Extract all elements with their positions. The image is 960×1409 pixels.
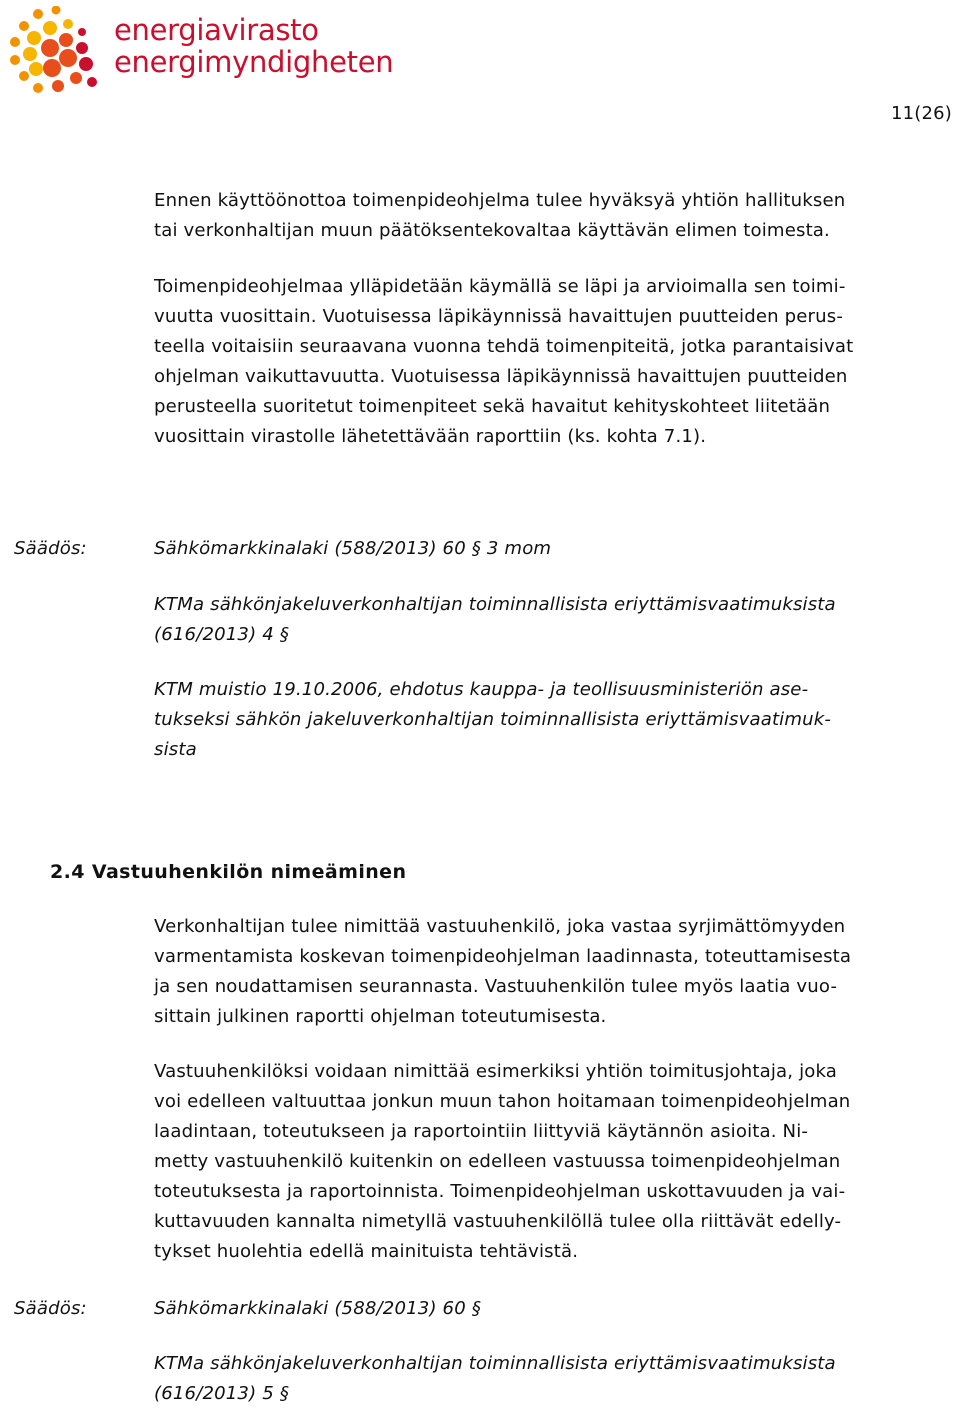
text-line: kuttavuuden kannalta nimetyllä vastuuhenkilöllä tulee olla riittävät edelly- xyxy=(154,1211,842,1232)
text-line: ohjelman vaikuttavuutta. Vuotuisessa läpikäynnissä havaittujen puutteiden xyxy=(154,366,848,387)
text-line: toteutuksesta ja raportoinnista. Toimenpideohjelman uskottavuuden ja vai- xyxy=(154,1181,846,1202)
text-line: vuosittain virastolle lähetettävään raporttiin (ks. kohta 7.1). xyxy=(154,426,707,447)
regulation-reference xyxy=(154,590,960,650)
text-line: Ennen käyttöönottoa toimenpideohjelma tulee hyväksyä yhtiön hallituksen xyxy=(154,190,846,211)
paragraph-responsible-person-example xyxy=(154,1057,958,1267)
paragraph-responsible-person xyxy=(154,912,958,1032)
text-line: Toimenpideohjelmaa ylläpidetään käymällä se läpi ja arvioimalla sen toimi- xyxy=(154,276,846,297)
section-heading: 2.4 Vastuuhenkilön nimeäminen xyxy=(50,861,407,883)
page-number: 11(26) xyxy=(890,103,952,124)
text-line: teella voitaisiin seuraavana vuonna tehdä toimenpiteitä, jotka parantaisivat xyxy=(154,336,854,357)
text-line: tukseksi sähkön jakeluverkonhaltijan toiminnallisista eriyttämisvaatimuk- xyxy=(154,709,832,730)
regulation-reference xyxy=(154,534,960,564)
text-line: tykset huolehtia edellä mainituista tehtävistä. xyxy=(154,1241,579,1262)
text-line: Vastuuhenkilöksi voidaan nimittää esimerkiksi yhtiön toimitusjohtaja, joka xyxy=(154,1061,838,1082)
text-line: KTM muistio 19.10.2006, ehdotus kauppa- ja teollisuusministeriön ase- xyxy=(154,679,809,700)
logo-line-2: energimyndigheten xyxy=(114,45,394,79)
text-line: Sähkömarkkinalaki (588/2013) 60 § 3 mom xyxy=(154,538,552,559)
text-line: sittain julkinen raportti ohjelman toteutumisesta. xyxy=(154,1006,607,1027)
energy-sun-logo-icon xyxy=(6,6,102,98)
text-line: (616/2013) 4 § xyxy=(154,624,289,645)
logo-line-1: energiavirasto xyxy=(114,13,319,47)
text-line: ja sen noudattamisen seurannasta. Vastuuhenkilön tulee myös laatia vuo- xyxy=(154,976,838,997)
text-line: voi edelleen valtuuttaa jonkun muun tahon hoitamaan toimenpideohjelman xyxy=(154,1091,851,1112)
text-line: perusteella suoritetut toimenpiteet sekä havaitut kehityskohteet liitetään xyxy=(154,396,831,417)
logo xyxy=(6,6,426,98)
text-line: KTMa sähkönjakeluverkonhaltijan toiminnallisista eriyttämisvaatimuksista xyxy=(154,594,836,615)
text-line: vuutta vuosittain. Vuotuisessa läpikäynnissä havaittujen puutteiden perus- xyxy=(154,306,844,327)
regulation-reference xyxy=(154,1349,960,1409)
regulation-label: Säädös: xyxy=(14,1298,87,1319)
paragraph-maintenance xyxy=(154,272,958,452)
text-line: Verkonhaltijan tulee nimittää vastuuhenkilö, joka vastaa syrjimättömyyden xyxy=(154,916,846,937)
text-line: KTMa sähkönjakeluverkonhaltijan toiminnallisista eriyttämisvaatimuksista xyxy=(154,1353,836,1374)
text-line: metty vastuuhenkilö kuitenkin on edelleen vastuussa toimenpideohjelman xyxy=(154,1151,841,1172)
regulation-label: Säädös: xyxy=(14,538,87,559)
paragraph-approval xyxy=(154,186,958,246)
text-line: laadintaan, toteutukseen ja raportointiin liittyviä käytännön asioita. Ni- xyxy=(154,1121,809,1142)
text-line: (616/2013) 5 § xyxy=(154,1383,289,1404)
text-line: Sähkömarkkinalaki (588/2013) 60 § xyxy=(154,1298,481,1319)
regulation-reference xyxy=(154,675,960,765)
regulation-reference xyxy=(154,1294,960,1324)
logo-wordmark xyxy=(114,14,393,78)
text-line: tai verkonhaltijan muun päätöksentekovaltaa käyttävän elimen toimesta. xyxy=(154,220,830,241)
text-line: varmentamista koskevan toimenpideohjelman laadinnasta, toteuttamisesta xyxy=(154,946,852,967)
text-line: sista xyxy=(154,739,197,760)
